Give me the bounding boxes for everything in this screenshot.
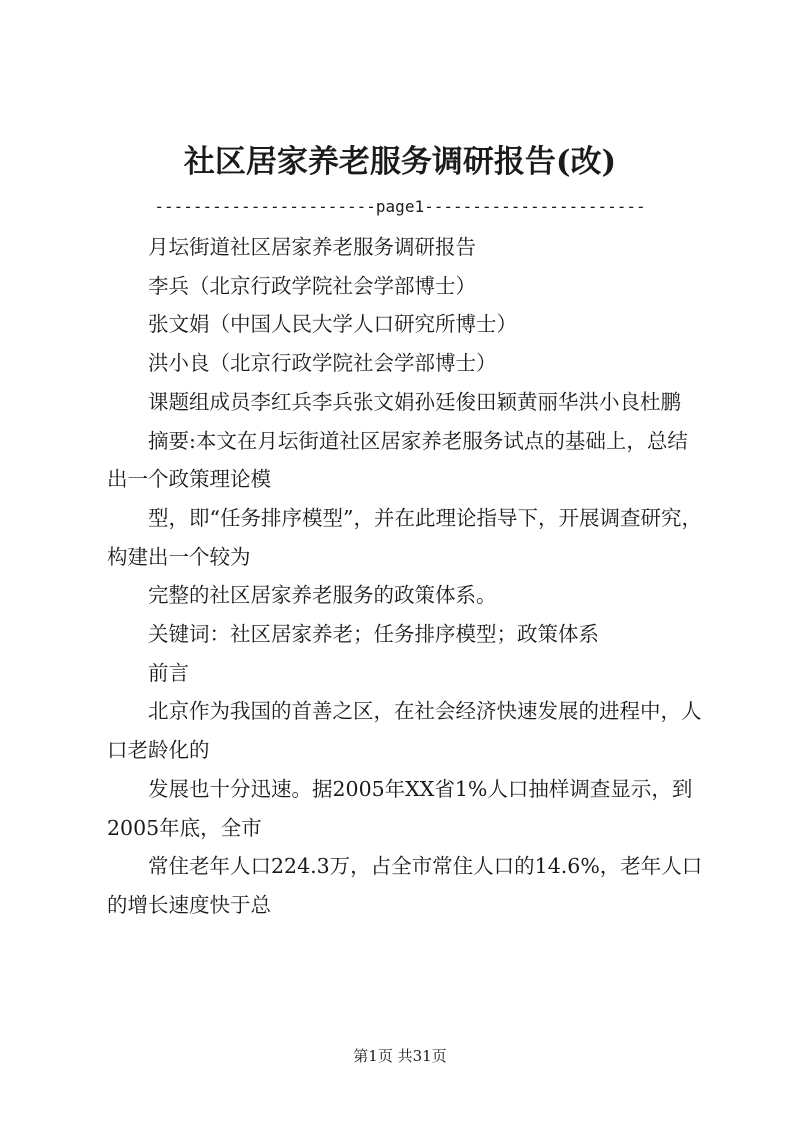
paragraph-abstract-3: 完整的社区居家养老服务的政策体系。	[148, 583, 497, 608]
paragraph-preface-heading: 前言	[148, 660, 189, 685]
document-body	[107, 228, 707, 925]
paragraph-author-1: 李兵（北京行政学院社会学部博士）	[148, 273, 476, 298]
paragraph-abstract-2: 型，即“任务排序模型”，并在此理论指导下，开展调查研究，构建出一个较为	[107, 505, 702, 569]
paragraph-author-3: 洪小良（北京行政学院社会学部博士）	[148, 351, 497, 376]
document-title: 社区居家养老服务调研报告(改)	[183, 144, 617, 180]
page-footer: 第1页 共31页	[353, 1047, 447, 1065]
paragraph-preface-2: 发展也十分迅速。据2005年XX省1%人口抽样调查显示，到2005年底，全市	[107, 776, 693, 840]
paragraph-team-members: 课题组成员李红兵李兵张文娟孙廷俊田颖黄丽华洪小良杜鹏	[148, 389, 681, 414]
page-marker: -----------------------page1-----------------------	[154, 197, 646, 216]
paragraph-keywords: 关键词：社区居家养老；任务排序模型；政策体系	[148, 622, 599, 647]
paragraph-author-2: 张文娟（中国人民大学人口研究所博士）	[148, 312, 517, 337]
paragraph-preface-1: 北京作为我国的首善之区，在社会经济快速发展的进程中，人口老龄化的	[107, 699, 702, 763]
paragraph-report-title: 月坛街道社区居家养老服务调研报告	[148, 235, 476, 259]
paragraph-preface-3: 常住老年人口224.3万，占全市常住人口的14.6%，老年人口的增长速度快于总	[107, 854, 703, 917]
paragraph-abstract-1: 摘要:本文在月坛街道社区居家养老服务试点的基础上，总结出一个政策理论模	[107, 428, 688, 492]
